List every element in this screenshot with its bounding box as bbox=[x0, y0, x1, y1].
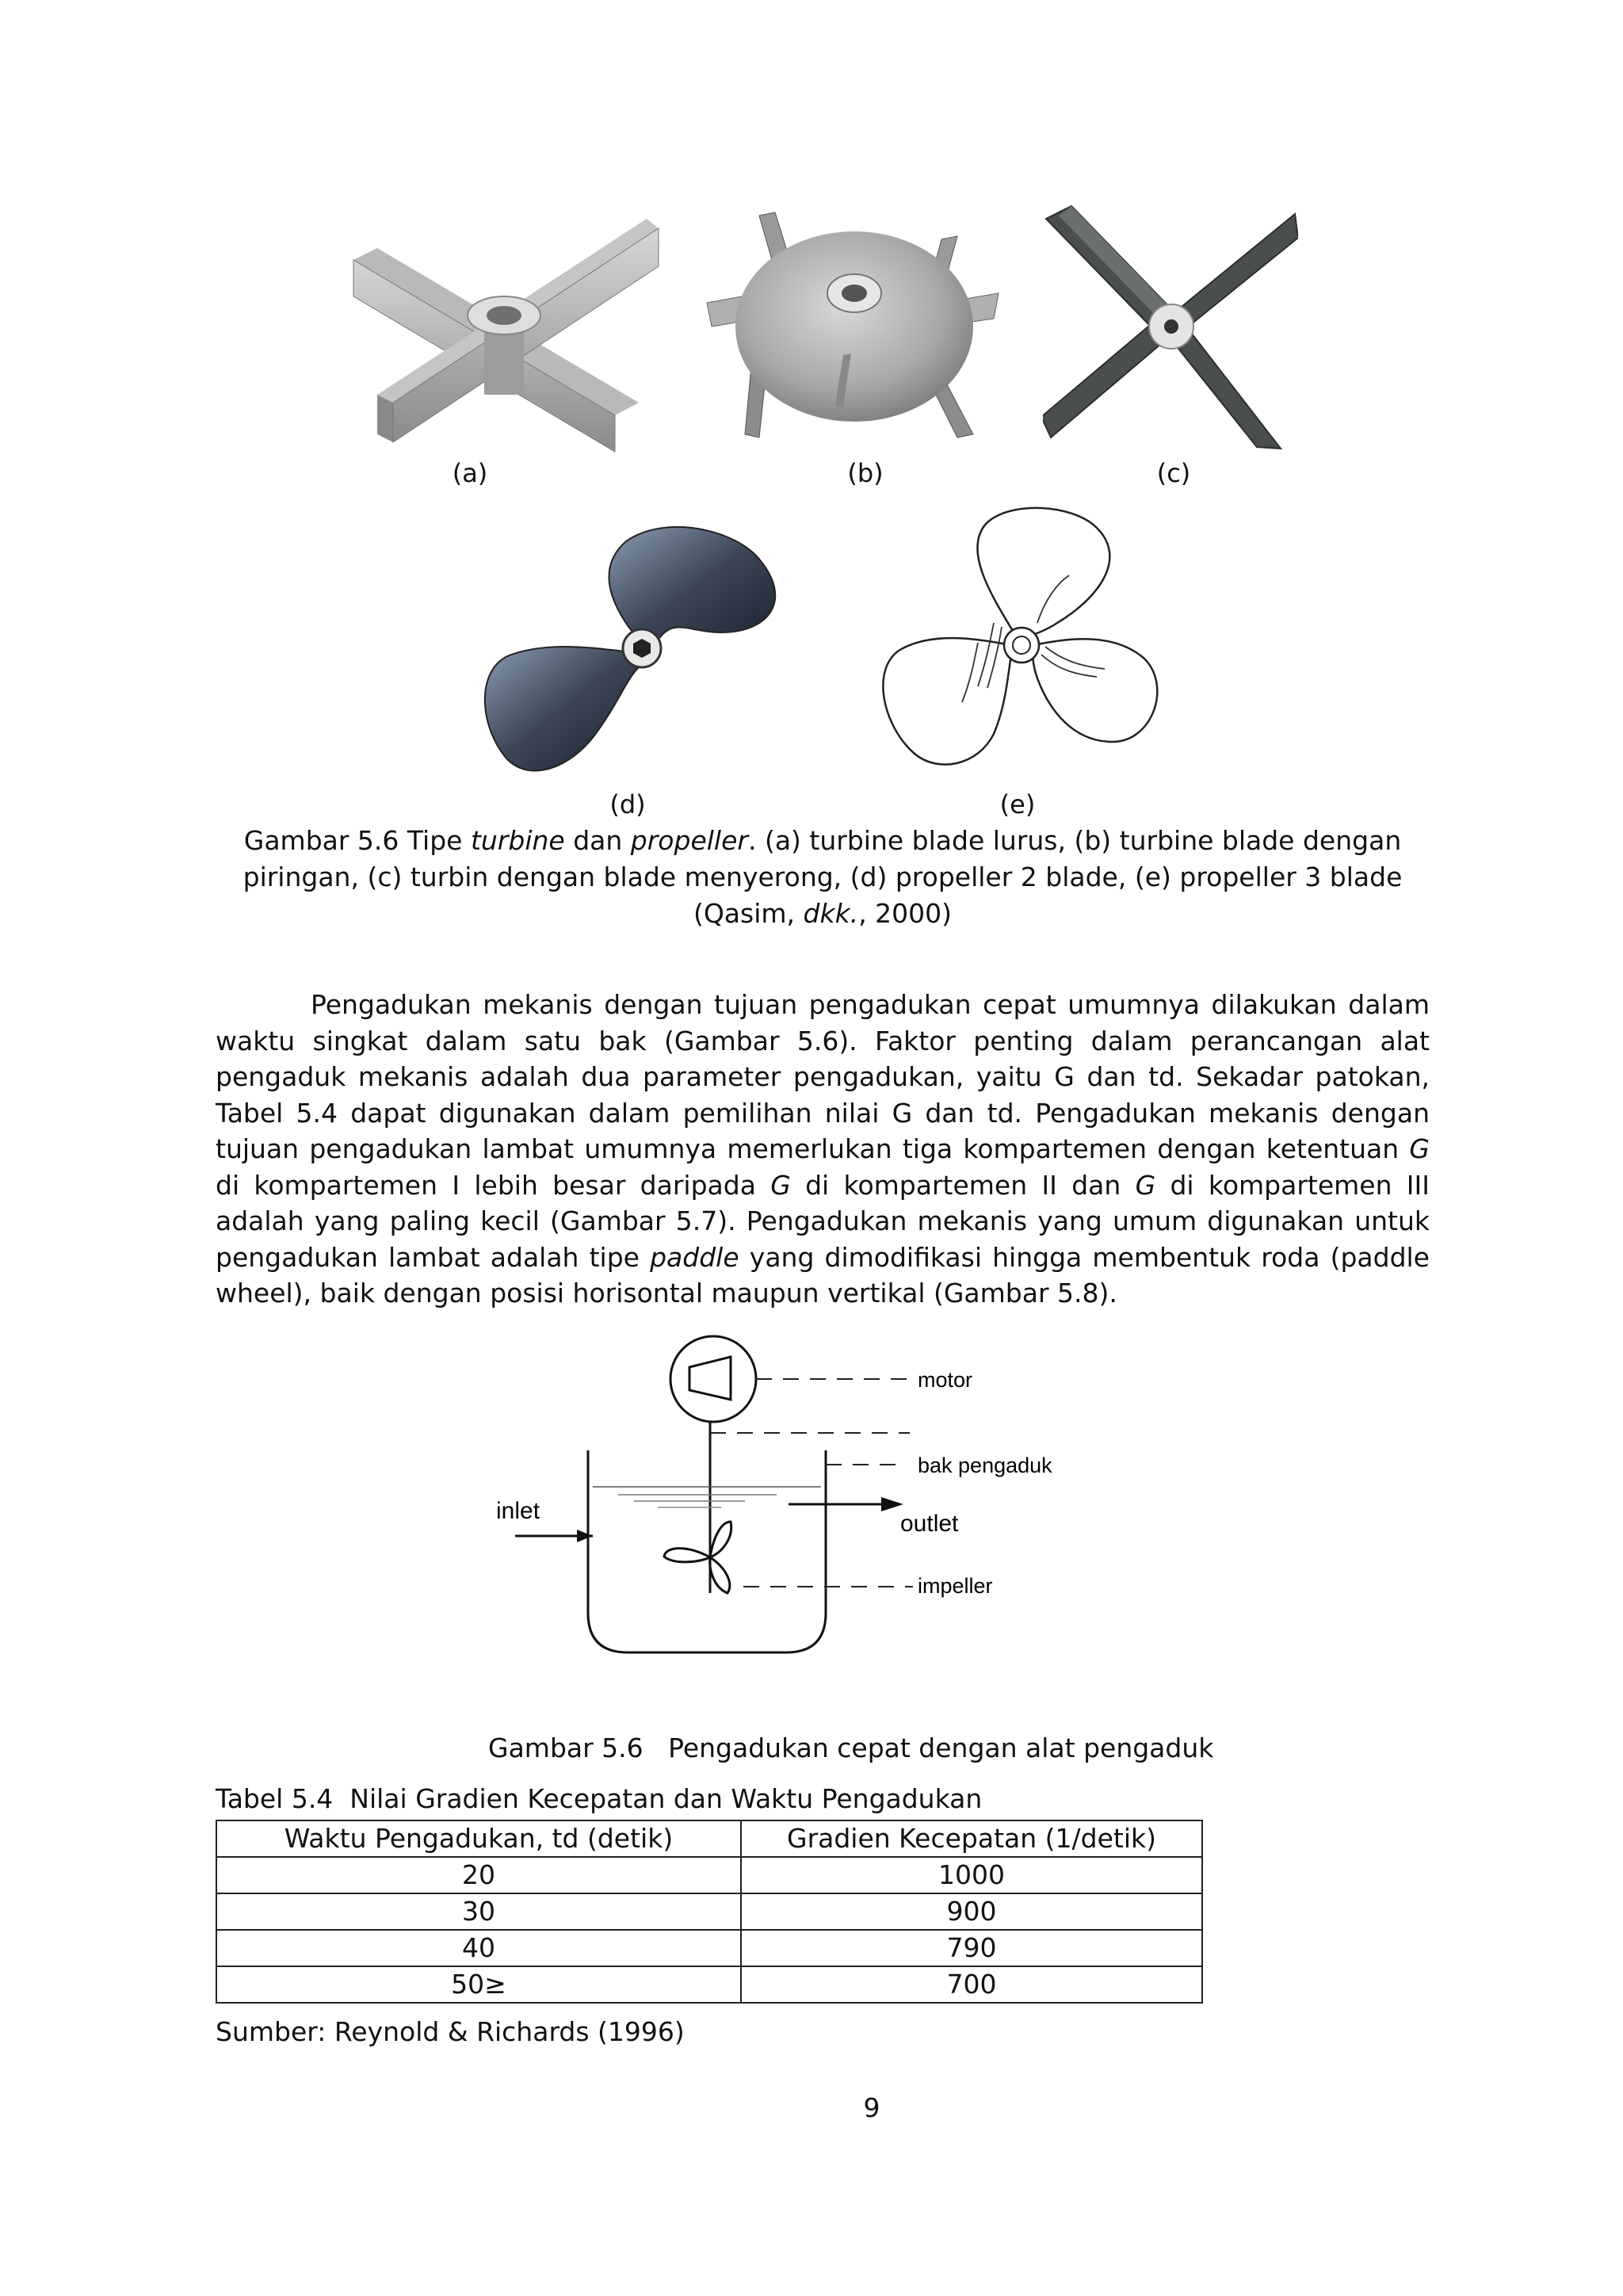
panel-label-e: (e) bbox=[999, 789, 1036, 819]
paragraph-text: di kompartemen I lebih besar daripada bbox=[216, 1169, 771, 1201]
table-header-cell: Gradien Kecepatan (1/detik) bbox=[741, 1820, 1202, 1857]
body-paragraph bbox=[216, 987, 1430, 1312]
label-impeller: impeller bbox=[918, 1574, 993, 1598]
table-row bbox=[216, 1857, 1202, 1893]
panel-label-b: (b) bbox=[847, 458, 884, 488]
table-cell-g: 1000 bbox=[741, 1857, 1202, 1893]
page-number: 9 bbox=[863, 2092, 880, 2123]
motor-symbol bbox=[689, 1357, 731, 1400]
paragraph-text: Pengadukan mekanis dengan tujuan pengadukan cepat umumnya dilakukan dalam waktu singkat dalam satu bak (Gambar 5.6). Faktor penting dalam perancangan alat pengaduk mekanis adalah dua parameter pengadukan, yaitu G dan td. Sekadar patokan, Tabel 5.4 dapat digunakan dalam pemilihan nilai G dan td. Pengadukan mekanis dengan tujuan pengadukan lambat umumnya memerlukan tiga kompartemen dengan ketentuan bbox=[216, 989, 1430, 1164]
paragraph-text: di kompartemen II dan bbox=[790, 1169, 1136, 1201]
table-cell-g: 790 bbox=[741, 1930, 1202, 1966]
motor-circle bbox=[670, 1336, 756, 1422]
panel-label-c: (c) bbox=[1156, 458, 1191, 488]
impeller-blades bbox=[664, 1522, 731, 1593]
table-cell-td: 30 bbox=[216, 1893, 741, 1930]
table-row bbox=[216, 1966, 1202, 2003]
table-source: Sumber: Reynold & Richards (1996) bbox=[216, 2016, 685, 2047]
figure-caption-rapid-mixing: Gambar 5.6 Pengadukan cepat dengan alat pengaduk bbox=[488, 1733, 1214, 1763]
label-inlet: inlet bbox=[496, 1498, 540, 1524]
figure-caption-impeller-types bbox=[216, 823, 1430, 932]
caption-em-dkk: dkk. bbox=[803, 898, 859, 929]
paragraph-text: yang dimodifikasi hingga membentuk roda (paddle wheel), baik dengan posisi horisontal maupun vertikal (Gambar 5.8). bbox=[216, 1241, 1430, 1308]
paragraph-em-g: G bbox=[770, 1169, 791, 1201]
image-turbine-disc bbox=[704, 200, 1005, 453]
paragraph-em-g: G bbox=[1409, 1133, 1430, 1164]
label-motor: motor bbox=[918, 1368, 973, 1392]
image-turbine-pitched-blade bbox=[1043, 203, 1298, 453]
table-title: Tabel 5.4 Nilai Gradien Kecepatan dan Waktu Pengadukan bbox=[216, 1783, 983, 1814]
caption-text: , 2000) bbox=[858, 898, 953, 929]
paragraph-text: di kompartemen III adalah yang paling kecil (Gambar 5.7). Pengadukan mekanis yang umum digunakan untuk pengadukan lambat adalah tipe bbox=[216, 1169, 1430, 1273]
caption-em-turbine: turbine bbox=[470, 825, 565, 856]
caption-text: dan bbox=[564, 825, 631, 856]
table-cell-td: 40 bbox=[216, 1930, 741, 1966]
caption-em-propeller: propeller bbox=[630, 825, 748, 856]
caption-text: . (a) turbine blade lurus, (b) turbine blade dengan piringan, (c) turbin dengan blade menyerong, (d) propeller 2 blade, (e) propeller 3 blade (Qasim, bbox=[242, 825, 1403, 929]
panel-label-a: (a) bbox=[452, 458, 488, 488]
panel-label-d: (d) bbox=[609, 789, 646, 819]
table-cell-g: 700 bbox=[741, 1966, 1202, 2003]
paragraph-em-paddle: paddle bbox=[650, 1241, 739, 1273]
caption-text: Gambar 5.6 Tipe bbox=[243, 825, 471, 856]
diagram-rapid-mixer bbox=[475, 1331, 1078, 1664]
table-header-row bbox=[216, 1820, 1202, 1857]
label-bak-pengaduk: bak pengaduk bbox=[918, 1454, 1052, 1477]
table-row bbox=[216, 1930, 1202, 1966]
table-row bbox=[216, 1893, 1202, 1930]
paragraph-em-g: G bbox=[1135, 1169, 1156, 1201]
table-cell-g: 900 bbox=[741, 1893, 1202, 1930]
image-propeller-3-blade bbox=[875, 504, 1176, 789]
image-turbine-straight-blade bbox=[346, 204, 663, 455]
table-cell-td: 50≥ bbox=[216, 1966, 741, 2003]
tank bbox=[588, 1450, 826, 1652]
label-outlet: outlet bbox=[900, 1511, 959, 1537]
image-propeller-2-blade bbox=[475, 521, 808, 783]
table-cell-td: 20 bbox=[216, 1857, 741, 1893]
table-gradient-time bbox=[216, 1820, 1203, 2004]
table-header-cell: Waktu Pengadukan, td (detik) bbox=[216, 1820, 741, 1857]
